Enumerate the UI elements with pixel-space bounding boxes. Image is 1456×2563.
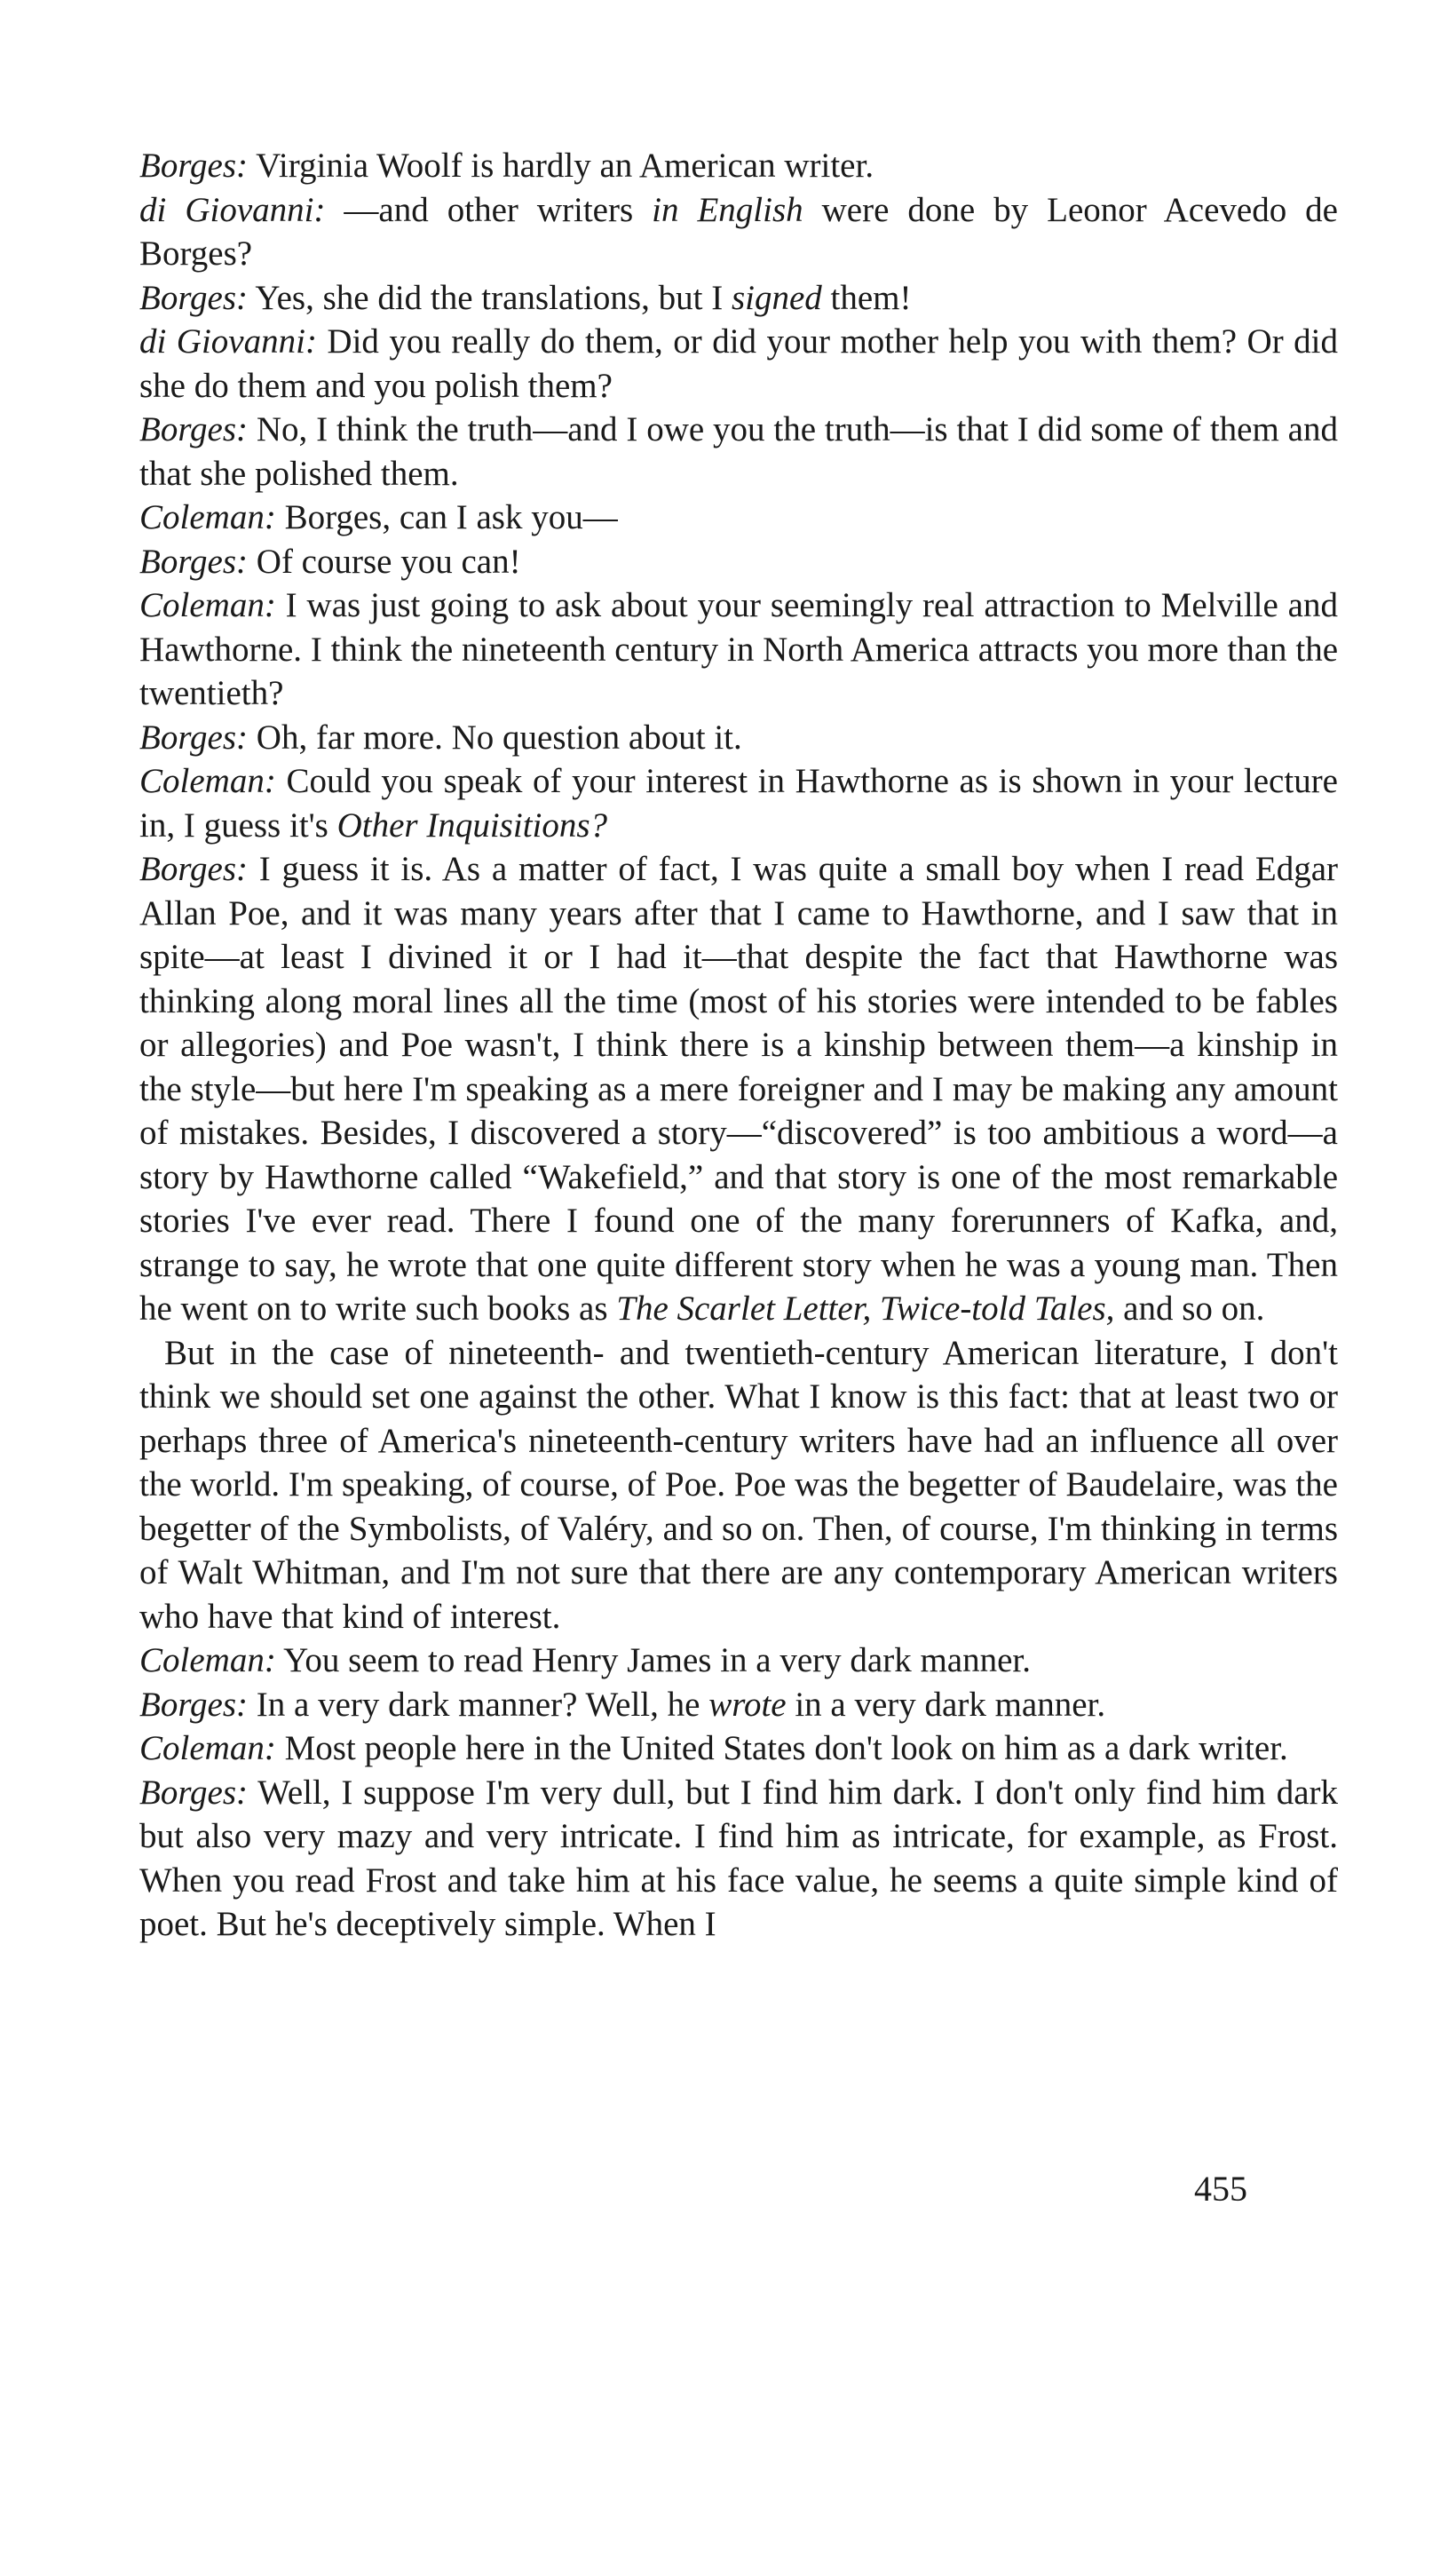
paragraph-text: I guess it is. As a matter of fact, I was quite a small boy when I read Edgar Allan Poe, and it was many years after that I came to Hawthorne, and I saw that in spite—at least I divined it or I had it—that despite the fact that Hawthorne was thinking along moral lines all the time (most of his stories were intended to be fables or allegories) and Poe wasn't, I think there is a kinship between them—a kinship in the style—but here I'm speaking as a mere foreigner and I may be making any amount of mistakes. Besides, I discovered a story—“discovered” is too ambitious a word—a story by Hawthorne called “Wakefield,” and that story is one of the most remarkable stories I've ever read. There I found one of the many forerunners of Kafka, and, strange to say, he wrote that one quite different story when he was a young man. Then he went on to write such books as	[139, 850, 1338, 1328]
speaker-label: Coleman:	[139, 1641, 276, 1679]
paragraph-text: No, I think the truth—and I owe you the truth—is that I did some of them and that she polished them.	[139, 410, 1338, 493]
dialogue-paragraph	[139, 1639, 1338, 1683]
paragraph-text: I was just going to ask about your seemingly real attraction to Melville and Hawthorne. I think the nineteenth century in North America attracts you more than the twentieth?	[139, 586, 1338, 712]
paragraph-text: in a very dark manner.	[786, 1685, 1106, 1724]
speaker-label: Borges:	[139, 542, 249, 581]
speaker-label: Coleman:	[139, 586, 276, 624]
italic-text: wrote	[708, 1685, 787, 1724]
dialogue-paragraph	[139, 144, 1338, 188]
paragraph-text: were done by Leonor Acevedo de Borges?	[139, 190, 1338, 273]
dialogue-paragraph	[139, 320, 1338, 408]
interview-text	[139, 144, 1338, 1947]
dialogue-paragraph	[139, 276, 1338, 321]
speaker-label: di Giovanni:	[139, 322, 317, 361]
paragraph-text: Oh, far more. No question about it.	[248, 718, 742, 757]
speaker-label: Coleman:	[139, 762, 276, 800]
italic-text: The Scarlet Letter, Twice-told Tales,	[616, 1289, 1115, 1328]
dialogue-paragraph	[139, 716, 1338, 760]
paragraph-text: Well, I suppose I'm very dull, but I find him dark. I don't only find him dark but also very mazy and very intricate. I find him as intricate, for example, as Frost. When you read Frost and take him at his face value, he seems a quite simple kind of poet. But he's deceptively simple. When I	[139, 1773, 1338, 1943]
paragraph-text: Virginia Woolf is hardly an American writer.	[248, 147, 874, 185]
paragraph-text: In a very dark manner? Well, he	[248, 1685, 709, 1724]
paragraph-text: them!	[821, 278, 912, 317]
speaker-label: di Giovanni:	[139, 190, 326, 229]
dialogue-paragraph	[139, 540, 1338, 584]
dialogue-paragraph	[139, 1683, 1338, 1727]
speaker-label: Coleman:	[139, 498, 276, 536]
speaker-label: Borges:	[139, 850, 249, 888]
dialogue-paragraph	[139, 496, 1338, 540]
speaker-label: Borges:	[139, 147, 249, 185]
continuation-paragraph	[139, 1331, 1338, 1639]
italic-text: signed	[731, 278, 822, 317]
dialogue-paragraph	[139, 408, 1338, 496]
paragraph-text: and so on.	[1114, 1289, 1265, 1328]
speaker-label: Coleman:	[139, 1729, 276, 1767]
paragraph-text: —and other writers	[325, 190, 653, 229]
italic-text: in English	[652, 190, 803, 229]
paragraph-text: Yes, she did the translations, but I	[248, 278, 732, 317]
dialogue-paragraph	[139, 1726, 1338, 1771]
paragraph-text: Did you really do them, or did your mother help you with them? Or did she do them and you polish them?	[139, 322, 1339, 405]
dialogue-paragraph	[139, 847, 1338, 1331]
dialogue-paragraph	[139, 188, 1338, 276]
paragraph-text: Of course you can!	[248, 542, 521, 581]
dialogue-paragraph	[139, 1771, 1338, 1947]
speaker-label: Borges:	[139, 278, 249, 317]
dialogue-paragraph	[139, 583, 1338, 716]
speaker-label: Borges:	[139, 410, 249, 448]
paragraph-text: Most people here in the United States don't look on him as a dark writer.	[275, 1729, 1288, 1767]
dialogue-paragraph	[139, 759, 1338, 847]
paragraph-text: You seem to read Henry James in a very dark manner.	[275, 1641, 1032, 1679]
speaker-label: Borges:	[139, 1773, 249, 1812]
speaker-label: Borges:	[139, 718, 249, 757]
paragraph-text: Borges, can I ask you—	[275, 498, 618, 536]
italic-text: Other Inquisitions?	[336, 805, 608, 845]
speaker-label: Borges:	[139, 1685, 249, 1724]
page-number: 455	[1194, 2169, 1247, 2209]
paragraph-text: But in the case of nineteenth- and twentieth-century American literature, I don't think we should set one against the other. What I know is this fact: that at least two or perhaps three of America's nineteenth-century writers have had an influence all over the world. I'm speaking, of course, of Poe. Poe was the begetter of Baudelaire, was the begetter of the Symbolists, of Valéry, and so on. Then, of course, I'm thinking in terms of Walt Whitman, and I'm not sure that there are any contemporary American writers who have that kind of interest.	[139, 1333, 1338, 1636]
paragraph-text: Could you speak of your interest in Hawthorne as is shown in your lecture in, I guess it's	[139, 762, 1338, 845]
